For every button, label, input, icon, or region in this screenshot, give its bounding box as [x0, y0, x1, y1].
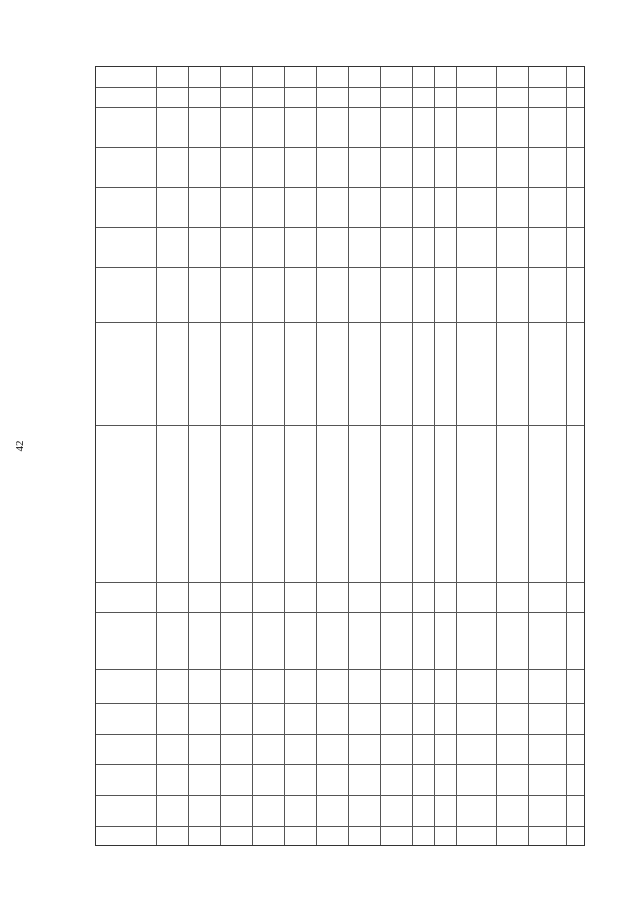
- table-divider: [528, 67, 529, 845]
- row-divider: [348, 67, 349, 845]
- table-divider: [456, 67, 457, 845]
- page-number: 42: [14, 440, 26, 452]
- table-divider: [96, 187, 584, 188]
- table-divider: [96, 227, 584, 228]
- table-divider: [96, 669, 584, 670]
- row-divider: [316, 67, 317, 845]
- row-divider: [380, 67, 381, 845]
- table-divider: [96, 703, 584, 704]
- table-divider: [96, 107, 584, 108]
- table-divider: [96, 734, 584, 735]
- table-divider: [96, 795, 584, 796]
- row-divider: [252, 67, 253, 845]
- row-divider: [412, 67, 413, 845]
- table-divider: [156, 67, 157, 845]
- table-divider: [496, 67, 497, 845]
- table-divider: [96, 87, 584, 88]
- row-divider: [220, 67, 221, 845]
- rotated-program-table: [95, 66, 585, 846]
- table-divider: [96, 267, 584, 268]
- table-divider: [96, 612, 584, 613]
- row-divider: [188, 67, 189, 845]
- table-divider: [96, 582, 584, 583]
- table-divider: [96, 322, 584, 323]
- row-divider: [284, 67, 285, 845]
- table-divider: [96, 147, 584, 148]
- table-divider: [96, 764, 584, 765]
- row-divider: [434, 67, 435, 845]
- table-divider: [566, 67, 567, 845]
- table-divider: [96, 425, 584, 426]
- table-divider: [96, 826, 584, 827]
